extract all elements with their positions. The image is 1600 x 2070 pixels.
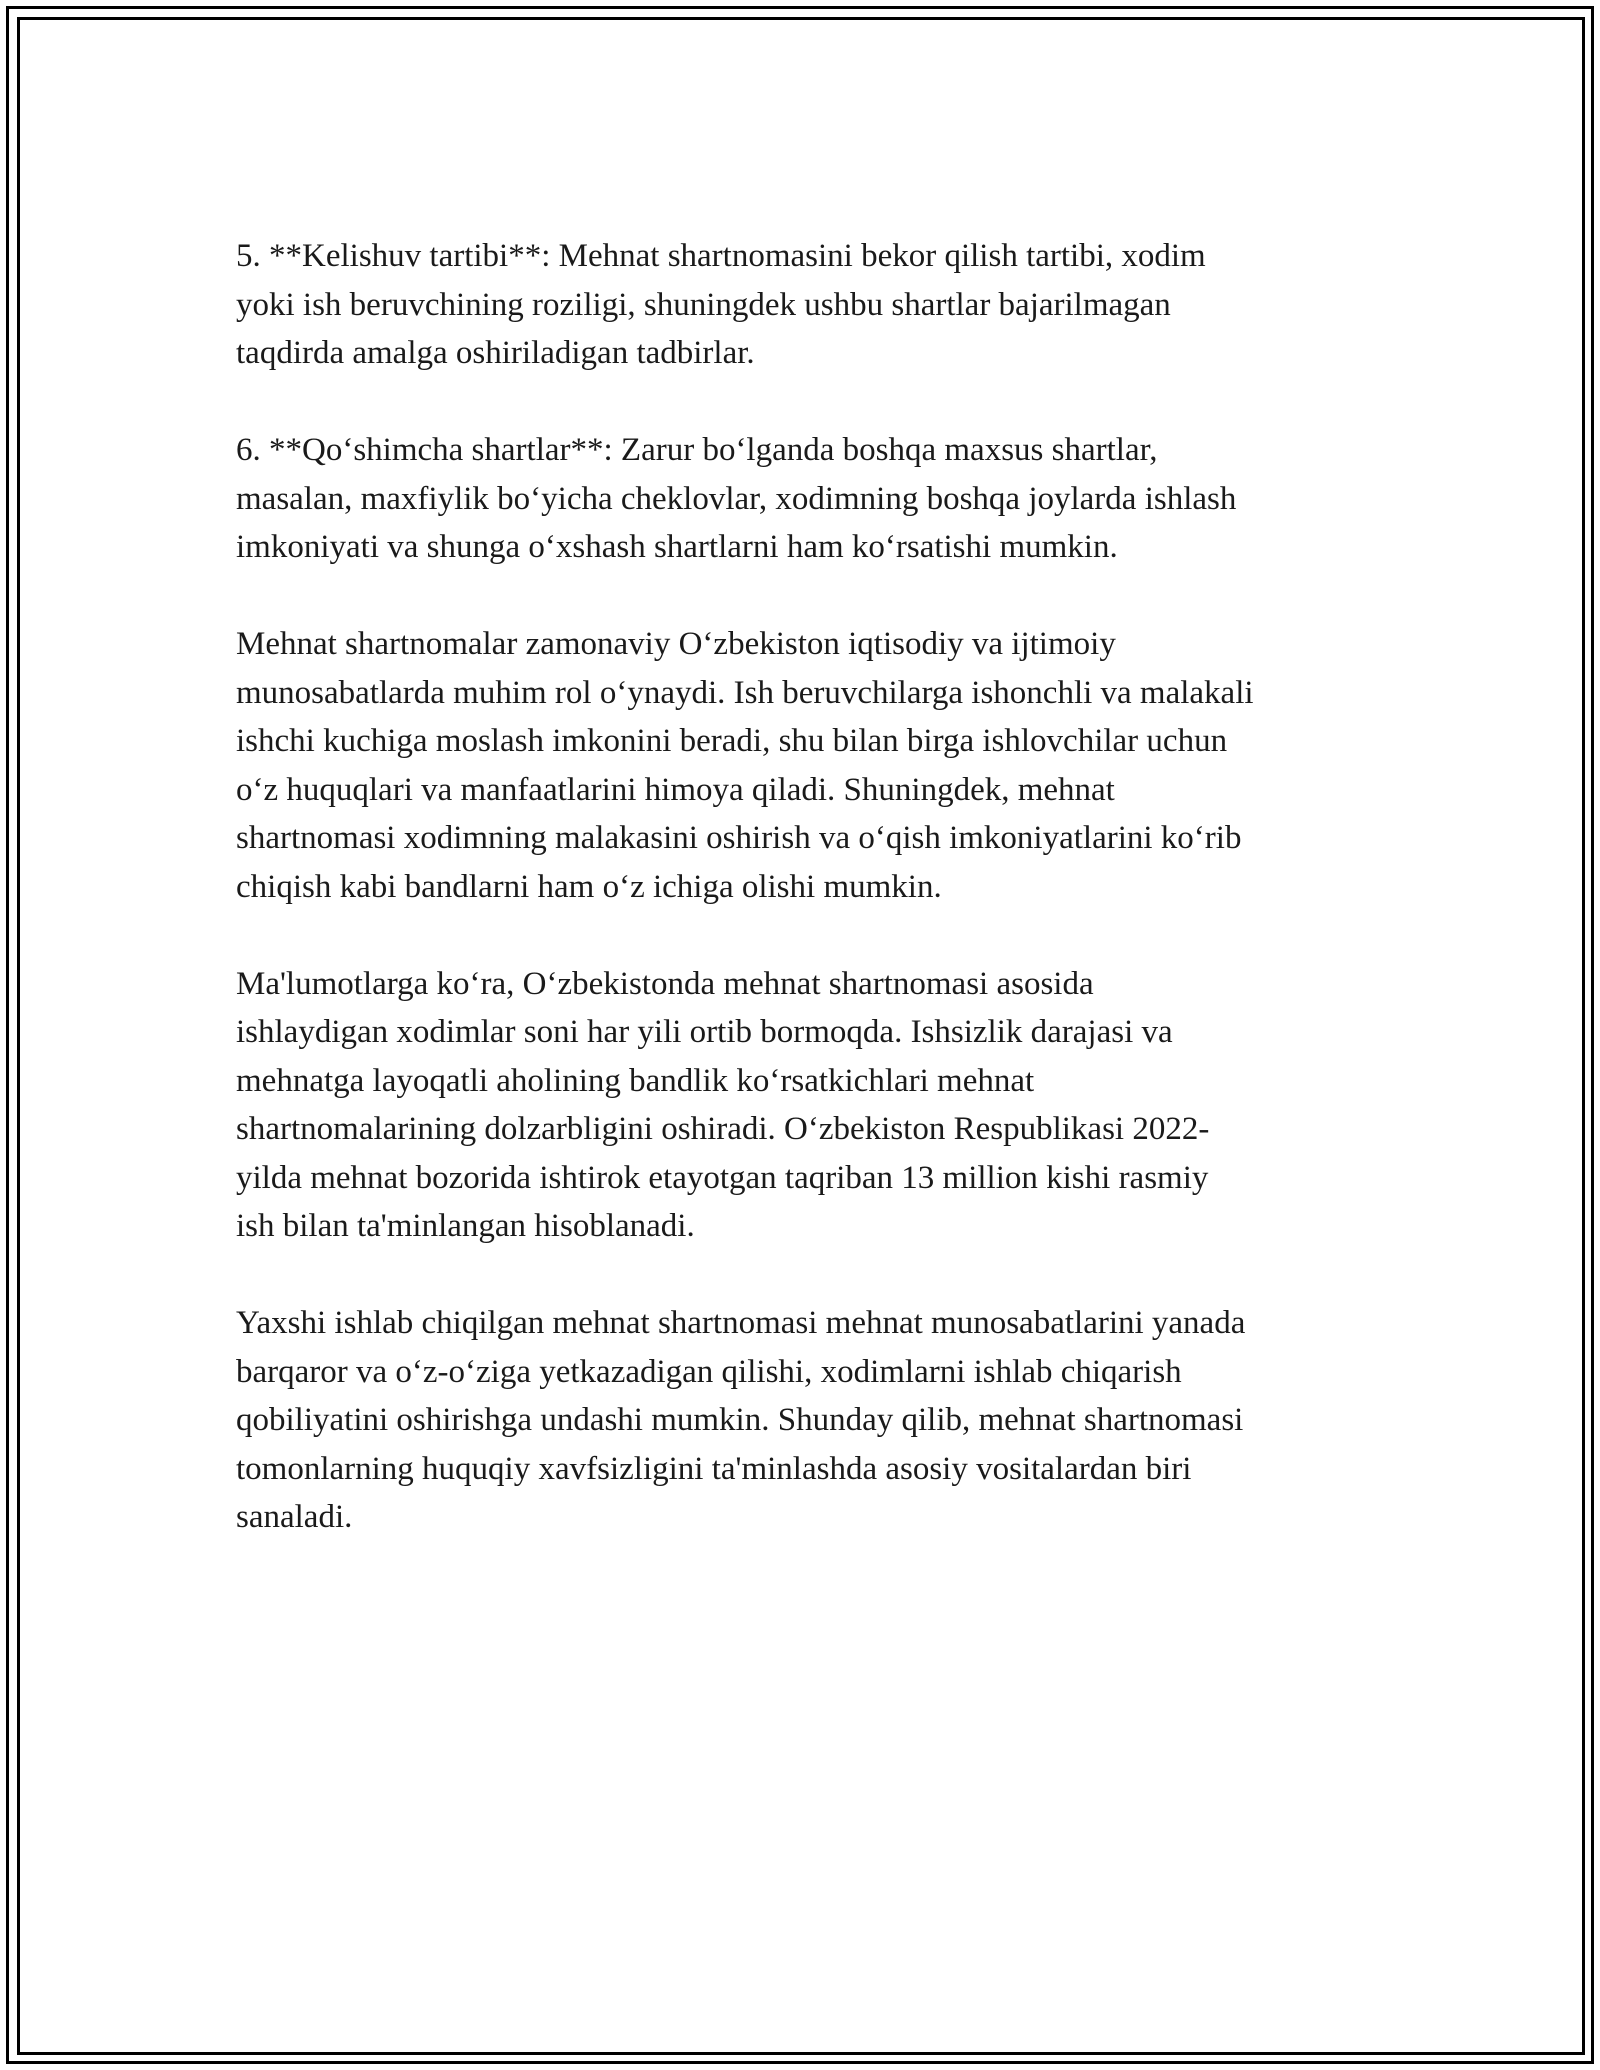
text-line: yoki ish beruvchining roziligi, shuningdek ushbu shartlar bajarilmagan (236, 286, 1171, 323)
paragraph-yaxshi-ishlab (236, 1299, 1386, 1542)
text-line: tomonlarning huquqiy xavfsizligini ta'minlashda asosiy vositalardan biri (236, 1450, 1192, 1487)
text-line: munosabatlarda muhim rol o‘ynaydi. Ish beruvchilarga ishonchli va malakali (236, 674, 1254, 711)
text-line: Mehnat shartnomalar zamonaviy O‘zbekiston iqtisodiy va ijtimoiy (236, 626, 1116, 662)
text-line: qobiliyatini oshirishga undashi mumkin. Shunday qilib, mehnat shartnomasi (236, 1402, 1244, 1438)
text-line: shartnomasi xodimning malakasini oshirish va o‘qish imkoniyatlarini ko‘rib (236, 820, 1242, 856)
text-line: mehnatga layoqatli aholining bandlik ko‘rsatkichlari mehnat (236, 1062, 1035, 1099)
text-line: shartnomalarining dolzarbligini oshiradi. O‘zbekiston Respublikasi 2022- (236, 1111, 1210, 1147)
paragraph-qoshimcha-shartlar (236, 426, 1386, 572)
text-line: yilda mehnat bozorida ishtirok etayotgan taqriban 13 million kishi rasmiy (236, 1159, 1209, 1196)
text-line: ishlaydigan xodimlar soni har yili ortib bormoqda. Ishsizlik darajasi va (236, 1014, 1173, 1050)
paragraph-malumotlarga-kora (236, 960, 1386, 1251)
text-line: imkoniyati va shunga o‘xshash shartlarni ham ko‘rsatishi mumkin. (236, 529, 1118, 565)
text-line: 5. **Kelishuv tartibi**: Mehnat shartnomasini bekor qilish tartibi, xodim (236, 238, 1206, 274)
text-line: ishchi kuchiga moslash imkonini beradi, shu bilan birga ishlovchilar uchun (236, 723, 1228, 759)
paragraph-mehnat-shartnomalar (236, 620, 1386, 911)
text-line: sanaladi. (236, 1499, 353, 1535)
text-line: ish bilan ta'minlangan hisoblanadi. (236, 1208, 695, 1244)
text-line: barqaror va o‘z-o‘ziga yetkazadigan qilishi, xodimlarni ishlab chiqarish (236, 1353, 1182, 1390)
text-line: o‘z huquqlari va manfaatlarini himoya qiladi. Shuningdek, mehnat (236, 771, 1115, 808)
text-line: Yaxshi ishlab chiqilgan mehnat shartnomasi mehnat munosabatlarini yanada (236, 1305, 1246, 1341)
document-body (236, 232, 1386, 1590)
text-line: taqdirda amalga oshiriladigan tadbirlar. (236, 335, 755, 371)
text-line: chiqish kabi bandlarni ham o‘z ichiga olishi mumkin. (236, 868, 942, 905)
paragraph-kelishuv-tartibi (236, 232, 1386, 378)
text-line: masalan, maxfiylik bo‘yicha cheklovlar, xodimning boshqa joylarda ishlash (236, 480, 1237, 517)
text-line: Ma'lumotlarga ko‘ra, O‘zbekistonda mehnat shartnomasi asosida (236, 965, 1094, 1002)
text-line: 6. **Qo‘shimcha shartlar**: Zarur bo‘lganda boshqa maxsus shartlar, (236, 432, 1158, 468)
